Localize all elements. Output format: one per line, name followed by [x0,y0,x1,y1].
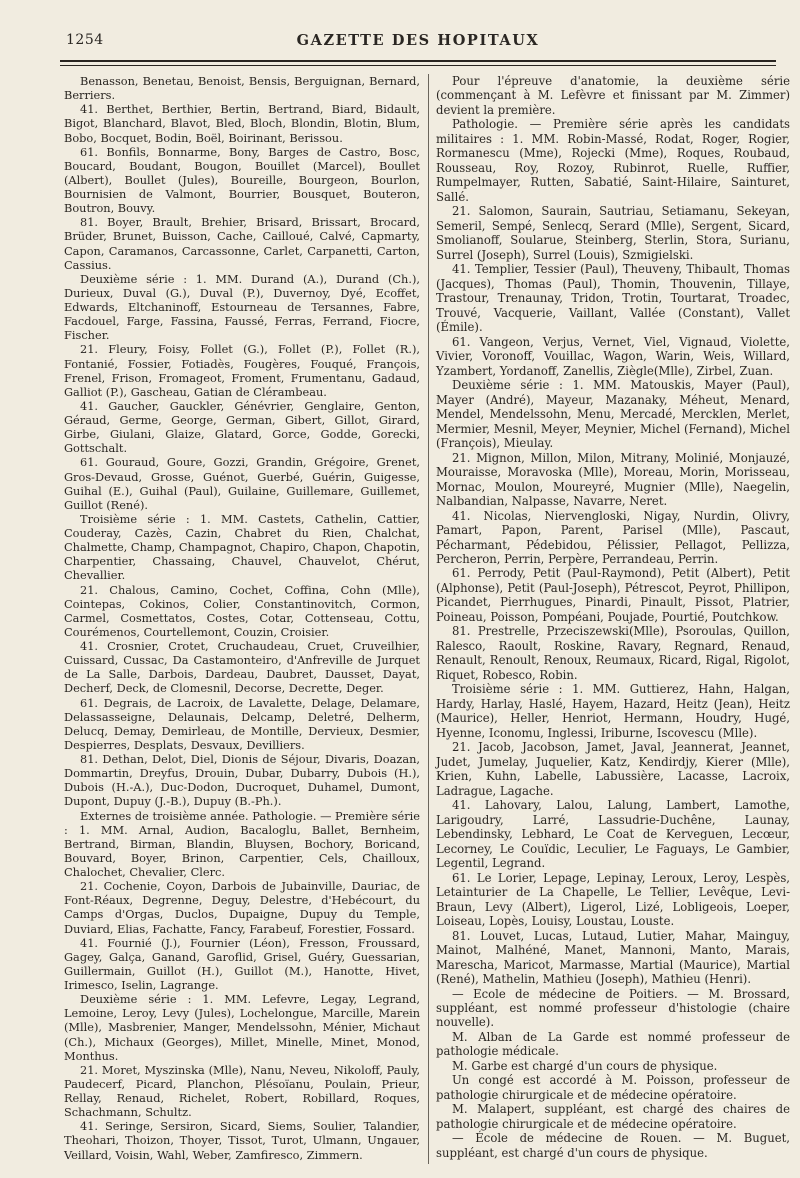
paragraph: 21. Jacob, Jacobson, Jamet, Javal, Jeannerat, Jeannet, Judet, Jumelay, Juquelier, Katz, Kendirdjy, Kierer (Mlle), Krien, Kuhn, Labelle, Labussière, Lacasse, Lacroix, Ladrague, Lagache. [436,740,790,798]
paragraph: 41. Fournié (J.), Fournier (Léon), Fresson, Froussard, Gagey, Galça, Ganand, Garoflid, Grisel, Guéry, Guessarian, Guillermain, Guillot (H.), Guillot (M.), Hanotte, Hivet, Irimesco, Iselin, Lagrange. [64,935,420,992]
page-header [60,26,776,56]
paragraph: — Ecole de médecine de Poitiers. — M. Brossard, suppléant, est nommé professeur d'histologie (chaire nouvelle). [436,986,790,1030]
running-title: GAZETTE DES HOPITAUX [296,32,540,49]
paragraph: 21. Mignon, Millon, Milon, Mitrany, Molinié, Monjauzé, Mouraisse, Moravoska (Mlle), Moreau, Morin, Morisseau, Mornac, Moulon, Moureyré, Mugnier (Mlle), Naegelin, Nalbandian, Nalpasse, Navarre, Neret. [436,450,790,509]
paragraph: 41. Crosnier, Crotet, Cruchaudeau, Cruet, Cruveilhier, Cuissard, Cussac, Da Castamonteiro, d'Anfreville de Jurquet de La Salle, Darbois, Dardeau, Daubret, Dausset, Dayat, Decherf, Deck, de Clomesnil, Decorse, Decrette, Deger. [64,639,420,696]
paragraph: 41. Nicolas, Niervengloski, Nigay, Nurdin, Olivry, Pamart, Papon, Parent, Parisel (Mlle), Pascaut, Pécharmant, Pédebidou, Pélissier, Pellagot, Pellizza, Percheron, Perrin, Perpère, Perrandeau, Perrin. [436,508,790,566]
paragraph: Externes de troisième année. Pathologie. — Première série : 1. MM. Arnal, Audion, Bacaloglu, Ballet, Bernheim, Bertrand, Birman, Blandin, Bluysen, Bochory, Boricand, Bouvard, Boyer, Brinon, Carpentier, Cels, Chailloux, Chalochet, Chevalier, Clerc. [64,808,420,879]
paragraph: 21. Cochenie, Coyon, Darbois de Jubainville, Dauriac, de Font-Réaux, Degrenne, Deguy, Delestre, d'Hebécourt, du Camps d'Orgas, Duclos, Dupaigne, Dupuy du Temple, Duviard, Elias, Fachatte, Fancy, Farabeuf, Forestier, Fossard. [64,879,420,936]
column-divider [428,74,429,1164]
paragraph: M. Garbe est chargé d'un cours de physique. [452,1058,718,1073]
paragraph: 41. Berthet, Berthier, Bertin, Bertrand, Biard, Bidault, Bigot, Blanchard, Blavot, Bled, Bloch, Blondin, Blotin, Blum, Bobo, Bocquet, Bodin, Boël, Boirinant, Berissou. [64,102,420,145]
paragraph: 61. Perrody, Petit (Paul-Raymond), Petit (Albert), Petit (Alphonse), Petit (Paul-Joseph), Pétrescot, Peyrot, Phillipon, Picandet, Pierrhugues, Pinardi, Pinault, Pissot, Platrier, Poineau, Poisson, Pompéani, Poujade, Pourtié, Poutchkow. [436,566,790,624]
paragraph: 81. Dethan, Delot, Diel, Dionis de Séjour, Divaris, Doazan, Dommartin, Dreyfus, Drouin, Dubar, Dubarry, Dubois (H.), Dubois (H.-A.), Duc-Dodon, Ducroquet, Duhamel, Dumont, Dupont, Dupuy (J.-B.), Dupuy (B.-Ph.). [64,752,420,809]
paragraph: Pathologie. — Première série après les candidats militaires : 1. MM. Robin-Massé, Rodat, Roger, Rogier, Rormanescu (Mme), Rojecki (Mme), Roques, Roubaud, Rousseau, Roy, Rozoy, Rubinrot, Ruelle, Ruffier, Rumpelmayer, Rutten, Sabatié, Saint-Hilaire, Sainturet, Sallé. [436,117,790,204]
paragraph: M. Malapert, suppléant, est chargé des chaires de pathologie chirurgicale et de médecine opératoire. [436,1102,790,1131]
header-rule-thin [60,65,776,66]
paragraph: 81. Boyer, Brault, Brehier, Brisard, Brissart, Brocard, Brüder, Brunet, Buisson, Cache, Cailloué, Calvé, Capmarty, Capon, Caramanos, Carcassonne, Carlet, Carpanetti, Carton, Cassius. [64,215,420,272]
paragraph: Troisième série : 1. MM. Castets, Cathelin, Cattier, Couderay, Cazès, Cazin, Chabret du Rien, Chalchat, Chalmette, Champ, Champagnot, Chapiro, Chapon, Chapotin, Charpentier, Chassaing, Chauvel, Chauvelot, Chérut, Chevallier. [64,511,420,583]
paragraph: Deuxième série : 1. MM. Matouskis, Mayer (Paul), Mayer (André), Mayeur, Mazanaky, Méheut, Menard, Mendel, Mendelssohn, Menu, Mercadé, Mercklen, Merlet, Mermier, Mesnil, Meyer, Meynier, Michel (Fernand), Michel (François), Mieulay. [436,378,790,451]
paragraph: Un congé est accordé à M. Poisson, professeur de pathologie chirurgicale et de médecine opératoire. [436,1073,790,1102]
paragraph: Troisième série : 1. MM. Guttierez, Hahn, Halgan, Hardy, Harlay, Haslé, Hayem, Hazard, Heitz (Jean), Heitz (Maurice), Heller, Henriot, Hermann, Houdry, Hugé, Hyenne, Iconomu, Inglessi, Iriburne, Iscovescu (Mlle). [436,682,790,740]
paragraph: 41. Templier, Tessier (Paul), Theuveny, Thibault, Thomas (Jacques), Thomas (Paul), Thomin, Thouvenin, Tillaye, Trastour, Trenaunay, Tridon, Trotin, Tourtarat, Troadec, Trouvé, Vacquerie, Vaillant, Vallée (Constant), Vallet (Émile). [436,262,790,335]
left-column [64,74,420,1162]
header-rule-thick [60,60,776,62]
paragraph: 61. Le Lorier, Lepage, Lepinay, Leroux, Leroy, Lespès, Letainturier de La Chapelle, Le Tellier, Levêque, Levi-Braun, Levy (Albert), Ligerol, Lizé, Lobligeois, Loeper, Loiseau, Lopès, Louisy, Loustau, Louste. [436,870,790,929]
paragraph: 21. Salomon, Saurain, Sautriau, Setiamanu, Sekeyan, Semeril, Sempé, Senlecq, Serard (Mlle), Sergent, Sicard, Smolianoff, Soularue, Steinberg, Sterlin, Stora, Surianu, Surrel (Joseph), Surrel (Louis), Szmigielski. [436,204,790,262]
paragraph: 21. Moret, Myszinska (Mlle), Nanu, Neveu, Nikoloff, Pauly, Paudecerf, Picard, Planchon, Plésoïanu, Poulain, Prieur, Rellay, Renaud, Richelet, Robert, Robillard, Roques, Schachmann, Schultz. [64,1062,420,1120]
paragraph: Deuxième série : 1. MM. Durand (A.), Durand (Ch.), Durieux, Duval (G.), Duval (P.), Duvernoy, Dyé, Ecoffet, Edwards, Eltchaninoff, Estourneau de Tersannes, Fabre, Facdouel, Farge, Fassina, Faussé, Ferras, Ferrand, Fiocre, Fischer. [64,271,420,343]
paragraph: M. Alban de La Garde est nommé professeur de pathologie médicale. [436,1029,790,1059]
paragraph: Benasson, Benetau, Benoist, Bensis, Berguignan, Bernard, Berriers. [64,74,420,103]
paragraph: 41. Gaucher, Gauckler, Génévrier, Genglaire, Genton, Géraud, Germe, George, German, Gibert, Gillot, Girard, Girbe, Giulani, Glaize, Glatard, Gorce, Godde, Gorecki, Gottschalt. [64,398,420,456]
paragraph: 61. Degrais, de Lacroix, de Lavalette, Delage, Delamare, Delassasseigne, Delaunais, Delcamp, Deletré, Delherm, Delucq, Demay, Demirleau, de Montille, Dervieux, Desmier, Despierres, Desplats, Desvaux, Devilliers. [64,695,420,752]
right-column [436,74,790,1160]
page-number: 1254 [66,32,104,48]
paragraph: 21. Chalous, Camino, Cochet, Coffina, Cohn (Mlle), Cointepas, Cokinos, Colier, Constantinovitch, Cormon, Carmel, Cosmettatos, Costes, Cotar, Cottenseau, Cottu, Courémenos, Courtellemont, Couzin, Croisier. [64,582,420,639]
paragraph: Deuxième série : 1. MM. Lefevre, Legay, Legrand, Lemoine, Leroy, Levy (Jules), Lochelongue, Marcille, Marein (Mlle), Masbrenier, Manger, Mendelssohn, Ménier, Michaut (Ch.), Michaux (Georges), Millet, Minelle, Minet, Monod, Monthus. [64,992,420,1063]
paragraph: 61. Vangeon, Verjus, Vernet, Viel, Vignaud, Violette, Vivier, Voronoff, Vouillac, Wagon, Warin, Weis, Willard, Yzambert, Yordanoff, Zanellis, Ziègle(Mlle), Zirbel, Zuan. [436,334,790,378]
paragraph: Pour l'épreuve d'anatomie, la deuxième série (commençant à M. Lefèvre et finissant par M. Zimmer) devient la première. [436,74,790,117]
paragraph: 41. Lahovary, Lalou, Lalung, Lambert, Lamothe, Larigoudry, Larré, Lassudrie-Duchêne, Launay, Lebendinsky, Lebhard, Le Coat de Kerveguen, Lecœur, Lecorney, Le Couïdic, Leculier, Le Faguays, Le Gambier, Legentil, Legrand. [436,798,790,871]
paragraph: 41. Seringe, Sersiron, Sicard, Siems, Soulier, Talandier, Theohari, Thoizon, Thoyer, Tissot, Turot, Ulmann, Ungauer, Veillard, Voisin, Wahl, Weber, Zamfiresco, Zimmern. [64,1119,420,1162]
paragraph: 21. Fleury, Foisy, Follet (G.), Follet (P.), Follet (R.), Fontanié, Fossier, Fotiadès, Fougères, Fouqué, François, Frenel, Frison, Fromageot, Froment, Frumentanu, Gadaud, Galliot (P.), Gascheau, Gatian de Clérambeau. [64,342,420,399]
paragraph: 81. Louvet, Lucas, Lutaud, Lutier, Mahar, Mainguy, Mainot, Malhéné, Manet, Mannoni, Manto, Marais, Marescha, Maricot, Marmasse, Martial (Maurice), Martial (René), Mathelin, Mathieu (Joseph), Mathieu (Henri). [436,928,790,987]
paragraph: — École de médecine de Rouen. — M. Buguet, suppléant, est chargé d'un cours de physique. [436,1131,790,1160]
paragraph: 81. Prestrelle, Przeciszewski(Mlle), Psoroulas, Quillon, Ralesco, Raoult, Roskine, Ravary, Regnard, Renaud, Renault, Renoult, Renoux, Reumaux, Ricard, Rigal, Rigolot, Riquet, Robesco, Robin. [436,624,790,682]
paragraph: 61. Bonfils, Bonnarme, Bony, Barges de Castro, Bosc, Boucard, Boudant, Bougon, Bouillet (Marcel), Boullet (Albert), Boullet (Jules), Boureille, Bourgeon, Bourlon, Bournisien de Valmont, Bourrier, Bousquet, Bouteron, Boutron, Bouvy. [64,144,420,216]
paragraph: 61. Gouraud, Goure, Gozzi, Grandin, Grégoire, Grenet, Gros-Devaud, Grosse, Guénot, Guerbé, Guérin, Guigesse, Guihal (E.), Guihal (Paul), Guilaine, Guillemare, Guillemet, Guillot (René). [64,455,420,512]
